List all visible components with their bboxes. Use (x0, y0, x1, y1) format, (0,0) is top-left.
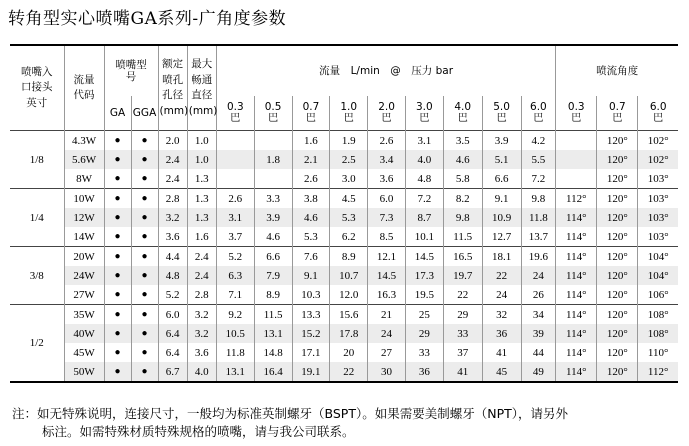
flow-value: 8.2 (443, 189, 482, 209)
flow-value: 17.1 (292, 343, 330, 362)
pressure-header-5 (405, 96, 443, 131)
ga-mark: ● (104, 362, 131, 381)
gga-mark: ● (131, 189, 158, 209)
max-passage: 2.4 (187, 247, 216, 267)
flow-value: 16.5 (443, 247, 482, 267)
flow-value: 8.5 (368, 227, 406, 247)
flow-value: 12.7 (482, 227, 521, 247)
flow-value: 19.6 (521, 247, 556, 267)
flow-value: 15.2 (292, 324, 330, 343)
rated-orifice: 2.4 (158, 169, 187, 189)
max-passage: 3.2 (187, 305, 216, 325)
header-max-passage: 最大畅通直径(mm) (187, 46, 216, 131)
flow-code: 10W (64, 189, 104, 209)
angle-pressure-header-1 (597, 96, 638, 131)
flow-value: 12.0 (330, 285, 368, 305)
flow-value: 27 (368, 343, 406, 362)
flow-value: 10.3 (292, 285, 330, 305)
ga-mark: ● (104, 324, 131, 343)
table-row (10, 362, 678, 381)
angle-pressure-header-2-value: 6.0 (649, 101, 667, 113)
pressure-header-5-value: 3.0 (416, 101, 433, 113)
pressure-header-2 (292, 96, 330, 131)
max-passage: 1.0 (187, 150, 216, 169)
max-passage: 1.3 (187, 169, 216, 189)
flow-value: 30 (368, 362, 406, 381)
flow-value: 33 (405, 343, 443, 362)
rated-orifice: 4.8 (158, 266, 187, 285)
pressure-header-1-unit: 巴 (268, 113, 279, 124)
flow-code: 27W (64, 285, 104, 305)
angle-value: 103° (638, 169, 678, 189)
flow-value: 9.8 (443, 208, 482, 227)
pressure-header-7-value: 5.0 (493, 101, 510, 113)
flow-value: 10.5 (216, 324, 254, 343)
rated-orifice: 2.4 (158, 150, 187, 169)
flow-value: 21 (368, 305, 406, 325)
flow-value: 3.7 (216, 227, 254, 247)
header-angle-label: 喷流角度 (556, 46, 678, 96)
flow-value: 2.6 (292, 169, 330, 189)
flow-value: 8.7 (405, 208, 443, 227)
flow-value: 6.3 (216, 266, 254, 285)
max-passage: 1.6 (187, 227, 216, 247)
header-model: 喷嘴型号 (104, 46, 158, 96)
header-flow-label: 流量 L/min @ 压力 bar (216, 46, 555, 96)
angle-value: 120° (597, 343, 638, 362)
inlet-size: 1/8 (10, 131, 64, 189)
flow-value: 7.2 (521, 169, 556, 189)
rated-orifice: 3.6 (158, 227, 187, 247)
flow-value: 19.5 (405, 285, 443, 305)
angle-value: 102° (638, 150, 678, 169)
angle-pressure-header-1-unit: 巴 (612, 113, 623, 124)
flow-value: 7.2 (405, 189, 443, 209)
pressure-header-3 (330, 96, 368, 131)
flow-value: 3.0 (330, 169, 368, 189)
table-row (10, 305, 678, 325)
flow-value: 3.1 (405, 131, 443, 151)
flow-value: 37 (443, 343, 482, 362)
flow-value: 29 (443, 305, 482, 325)
angle-value: 114° (556, 362, 597, 381)
flow-value: 9.8 (521, 189, 556, 209)
flow-value: 9.2 (216, 305, 254, 325)
angle-value: 120° (597, 247, 638, 267)
flow-value: 4.8 (405, 169, 443, 189)
flow-value: 7.9 (254, 266, 292, 285)
max-passage: 3.6 (187, 343, 216, 362)
ga-mark: ● (104, 131, 131, 151)
max-passage: 1.3 (187, 189, 216, 209)
angle-value: 120° (597, 227, 638, 247)
flow-value: 41 (482, 343, 521, 362)
flow-value: 44 (521, 343, 556, 362)
table-row (10, 208, 678, 227)
flow-value: 6.6 (254, 247, 292, 267)
table-row (10, 266, 678, 285)
flow-value: 7.1 (216, 285, 254, 305)
flow-value: 5.3 (292, 227, 330, 247)
rated-orifice: 6.4 (158, 324, 187, 343)
flow-code: 14W (64, 227, 104, 247)
flow-value: 4.6 (292, 208, 330, 227)
angle-value: 110° (638, 343, 678, 362)
flow-value: 1.8 (254, 150, 292, 169)
angle-value: 120° (597, 131, 638, 151)
flow-value: 12.1 (368, 247, 406, 267)
ga-mark: ● (104, 227, 131, 247)
table-row (10, 227, 678, 247)
flow-value (216, 131, 254, 151)
flow-value: 3.8 (292, 189, 330, 209)
flow-value: 10.1 (405, 227, 443, 247)
flow-value: 3.3 (254, 189, 292, 209)
ga-mark: ● (104, 285, 131, 305)
pressure-header-3-unit: 巴 (343, 113, 354, 124)
flow-value: 11.5 (254, 305, 292, 325)
flow-value: 3.4 (368, 150, 406, 169)
rated-orifice: 5.2 (158, 285, 187, 305)
flow-value: 3.5 (443, 131, 482, 151)
angle-value: 106° (638, 285, 678, 305)
flow-value: 4.2 (521, 131, 556, 151)
angle-value: 114° (556, 343, 597, 362)
spec-table-frame (10, 44, 678, 383)
gga-mark: ● (131, 227, 158, 247)
angle-pressure-header-1-value: 0.7 (608, 101, 626, 113)
gga-mark: ● (131, 362, 158, 381)
flow-value: 4.0 (405, 150, 443, 169)
flow-code: 12W (64, 208, 104, 227)
gga-mark: ● (131, 266, 158, 285)
angle-value: 102° (638, 131, 678, 151)
flow-value: 13.3 (292, 305, 330, 325)
pressure-header-0-value: 0.3 (226, 101, 244, 113)
max-passage: 3.2 (187, 324, 216, 343)
rated-orifice: 6.4 (158, 343, 187, 362)
pressure-header-8-unit: 巴 (533, 113, 544, 124)
flow-value: 18.1 (482, 247, 521, 267)
flow-value: 14.5 (368, 266, 406, 285)
max-passage: 1.3 (187, 208, 216, 227)
angle-value: 120° (597, 150, 638, 169)
flow-value: 11.8 (521, 208, 556, 227)
gga-mark: ● (131, 343, 158, 362)
angle-value (556, 150, 597, 169)
footnote-line-1: 注：如无特殊说明，连接尺寸，一般均为标准英制螺牙（BSPT）。如果需要美制螺牙（NPT），请另外 (12, 406, 568, 421)
flow-value: 6.0 (368, 189, 406, 209)
flow-code: 4.3W (64, 131, 104, 151)
flow-value: 2.6 (216, 189, 254, 209)
flow-value: 5.1 (482, 150, 521, 169)
table-row (10, 131, 678, 151)
flow-value: 33 (443, 324, 482, 343)
angle-value: 114° (556, 227, 597, 247)
angle-value: 103° (638, 189, 678, 209)
rated-orifice: 6.0 (158, 305, 187, 325)
ga-mark: ● (104, 150, 131, 169)
angle-value: 120° (597, 285, 638, 305)
flow-value: 4.6 (443, 150, 482, 169)
flow-value: 17.3 (405, 266, 443, 285)
flow-value: 8.9 (254, 285, 292, 305)
angle-value: 114° (556, 285, 597, 305)
flow-code: 35W (64, 305, 104, 325)
angle-value: 120° (597, 266, 638, 285)
header-inlet: 喷嘴入口接头英寸 (21, 65, 53, 109)
angle-value: 103° (638, 208, 678, 227)
angle-value: 108° (638, 324, 678, 343)
rated-orifice: 2.8 (158, 189, 187, 209)
angle-pressure-header-0 (556, 96, 597, 131)
header-flow-code: 流量代码 (64, 46, 104, 131)
flow-value: 3.1 (216, 208, 254, 227)
flow-value: 11.5 (443, 227, 482, 247)
flow-value (216, 150, 254, 169)
flow-value: 1.9 (330, 131, 368, 151)
gga-mark: ● (131, 247, 158, 267)
flow-code: 8W (64, 169, 104, 189)
angle-value: 103° (638, 227, 678, 247)
ga-mark: ● (104, 247, 131, 267)
pressure-header-6-unit: 巴 (457, 113, 468, 124)
pressure-header-1 (254, 96, 292, 131)
flow-value: 1.6 (292, 131, 330, 151)
max-passage: 4.0 (187, 362, 216, 381)
angle-value: 120° (597, 324, 638, 343)
angle-value: 114° (556, 266, 597, 285)
flow-value: 11.8 (216, 343, 254, 362)
flow-value: 19.7 (443, 266, 482, 285)
flow-value: 14.8 (254, 343, 292, 362)
flow-value: 45 (482, 362, 521, 381)
max-passage: 2.8 (187, 285, 216, 305)
pressure-header-8 (521, 96, 556, 131)
footnote (12, 405, 682, 441)
gga-mark: ● (131, 324, 158, 343)
flow-value: 8.9 (330, 247, 368, 267)
flow-code: 40W (64, 324, 104, 343)
flow-value: 16.4 (254, 362, 292, 381)
flow-value: 13.1 (254, 324, 292, 343)
flow-code: 50W (64, 362, 104, 381)
flow-value: 25 (405, 305, 443, 325)
flow-code: 20W (64, 247, 104, 267)
angle-value: 114° (556, 247, 597, 267)
flow-value: 24 (482, 285, 521, 305)
flow-value: 15.6 (330, 305, 368, 325)
flow-code: 45W (64, 343, 104, 362)
flow-value: 10.9 (482, 208, 521, 227)
flow-value: 5.2 (216, 247, 254, 267)
flow-value: 5.8 (443, 169, 482, 189)
angle-value: 120° (597, 305, 638, 325)
inlet-size: 1/2 (10, 305, 64, 382)
ga-mark: ● (104, 208, 131, 227)
ga-mark: ● (104, 266, 131, 285)
angle-value: 114° (556, 305, 597, 325)
inlet-size: 1/4 (10, 189, 64, 247)
pressure-header-3-value: 1.0 (340, 101, 358, 113)
ga-mark: ● (104, 189, 131, 209)
pressure-header-0 (216, 96, 254, 131)
flow-value: 16.3 (368, 285, 406, 305)
table-row (10, 169, 678, 189)
header-model-ga: GA (104, 96, 131, 131)
flow-value: 13.1 (216, 362, 254, 381)
flow-value: 14.5 (405, 247, 443, 267)
flow-value: 3.9 (482, 131, 521, 151)
inlet-size: 3/8 (10, 247, 64, 305)
pressure-header-4-unit: 巴 (381, 113, 392, 124)
flow-value: 39 (521, 324, 556, 343)
ga-mark: ● (104, 169, 131, 189)
gga-mark: ● (131, 150, 158, 169)
flow-value: 24 (521, 266, 556, 285)
angle-value: 112° (638, 362, 678, 381)
angle-value (556, 169, 597, 189)
gga-mark: ● (131, 285, 158, 305)
flow-value: 29 (405, 324, 443, 343)
header-rated-orifice: 额定喷孔孔径(mm) (158, 46, 187, 131)
flow-value: 10.7 (330, 266, 368, 285)
pressure-header-6-value: 4.0 (454, 101, 472, 113)
flow-value: 19.1 (292, 362, 330, 381)
pressure-header-8-value: 6.0 (530, 101, 547, 113)
pressure-header-5-unit: 巴 (419, 113, 430, 124)
flow-value: 49 (521, 362, 556, 381)
flow-value: 26 (521, 285, 556, 305)
gga-mark: ● (131, 208, 158, 227)
ga-mark: ● (104, 305, 131, 325)
rated-orifice: 2.0 (158, 131, 187, 151)
rated-orifice: 6.7 (158, 362, 187, 381)
pressure-header-2-value: 0.7 (302, 101, 320, 113)
flow-value: 9.1 (482, 189, 521, 209)
flow-value: 17.8 (330, 324, 368, 343)
flow-code: 24W (64, 266, 104, 285)
flow-value: 5.3 (330, 208, 368, 227)
angle-value: 120° (597, 169, 638, 189)
flow-value: 2.5 (330, 150, 368, 169)
flow-value: 7.3 (368, 208, 406, 227)
angle-value: 114° (556, 208, 597, 227)
angle-value: 114° (556, 324, 597, 343)
page-title: 转角型实心喷嘴GA系列-广角度参数 (8, 9, 287, 29)
pressure-header-1-value: 0.5 (264, 101, 282, 113)
flow-value: 36 (405, 362, 443, 381)
pressure-header-4 (368, 96, 406, 131)
header-model-gga: GGA (131, 96, 158, 131)
flow-value: 34 (521, 305, 556, 325)
rated-orifice: 3.2 (158, 208, 187, 227)
flow-value: 2.6 (368, 131, 406, 151)
rated-orifice: 4.4 (158, 247, 187, 267)
angle-pressure-header-0-unit: 巴 (571, 113, 582, 124)
flow-value: 22 (330, 362, 368, 381)
angle-value: 120° (597, 208, 638, 227)
table-row (10, 189, 678, 209)
angle-value: 120° (597, 189, 638, 209)
flow-value: 4.5 (330, 189, 368, 209)
flow-value: 4.6 (254, 227, 292, 247)
flow-value: 5.5 (521, 150, 556, 169)
flow-code: 5.6W (64, 150, 104, 169)
flow-value: 3.9 (254, 208, 292, 227)
flow-value: 13.7 (521, 227, 556, 247)
ga-mark: ● (104, 343, 131, 362)
pressure-header-6 (443, 96, 482, 131)
flow-value: 3.6 (368, 169, 406, 189)
gga-mark: ● (131, 169, 158, 189)
flow-value: 2.1 (292, 150, 330, 169)
angle-value: 108° (638, 305, 678, 325)
pressure-header-7-unit: 巴 (496, 113, 507, 124)
pressure-header-4-value: 2.0 (378, 101, 395, 113)
flow-value: 22 (482, 266, 521, 285)
angle-value (556, 131, 597, 151)
pressure-header-0-unit: 巴 (230, 113, 241, 124)
flow-value (254, 131, 292, 151)
flow-value: 9.1 (292, 266, 330, 285)
flow-value: 41 (443, 362, 482, 381)
angle-pressure-header-2-unit: 巴 (653, 113, 664, 124)
pressure-header-7 (482, 96, 521, 131)
table-row (10, 150, 678, 169)
angle-value: 112° (556, 189, 597, 209)
flow-value (216, 169, 254, 189)
angle-value: 104° (638, 266, 678, 285)
table-row (10, 247, 678, 267)
flow-value: 6.2 (330, 227, 368, 247)
flow-value: 24 (368, 324, 406, 343)
gga-mark: ● (131, 131, 158, 151)
max-passage: 1.0 (187, 131, 216, 151)
flow-value: 32 (482, 305, 521, 325)
pressure-header-2-unit: 巴 (305, 113, 316, 124)
footnote-line-2: 标注。如需特殊材质特殊规格的喷嘴，请与我公司联系。 (42, 424, 355, 439)
gga-mark: ● (131, 305, 158, 325)
angle-pressure-header-0-value: 0.3 (567, 101, 585, 113)
max-passage: 2.4 (187, 266, 216, 285)
flow-value: 6.6 (482, 169, 521, 189)
flow-value: 22 (443, 285, 482, 305)
angle-pressure-header-2 (638, 96, 678, 131)
spec-table (10, 46, 678, 381)
table-row (10, 343, 678, 362)
flow-value: 7.6 (292, 247, 330, 267)
flow-value (254, 169, 292, 189)
flow-value: 36 (482, 324, 521, 343)
table-row (10, 285, 678, 305)
flow-value: 20 (330, 343, 368, 362)
angle-value: 104° (638, 247, 678, 267)
table-row (10, 324, 678, 343)
angle-value: 120° (597, 362, 638, 381)
